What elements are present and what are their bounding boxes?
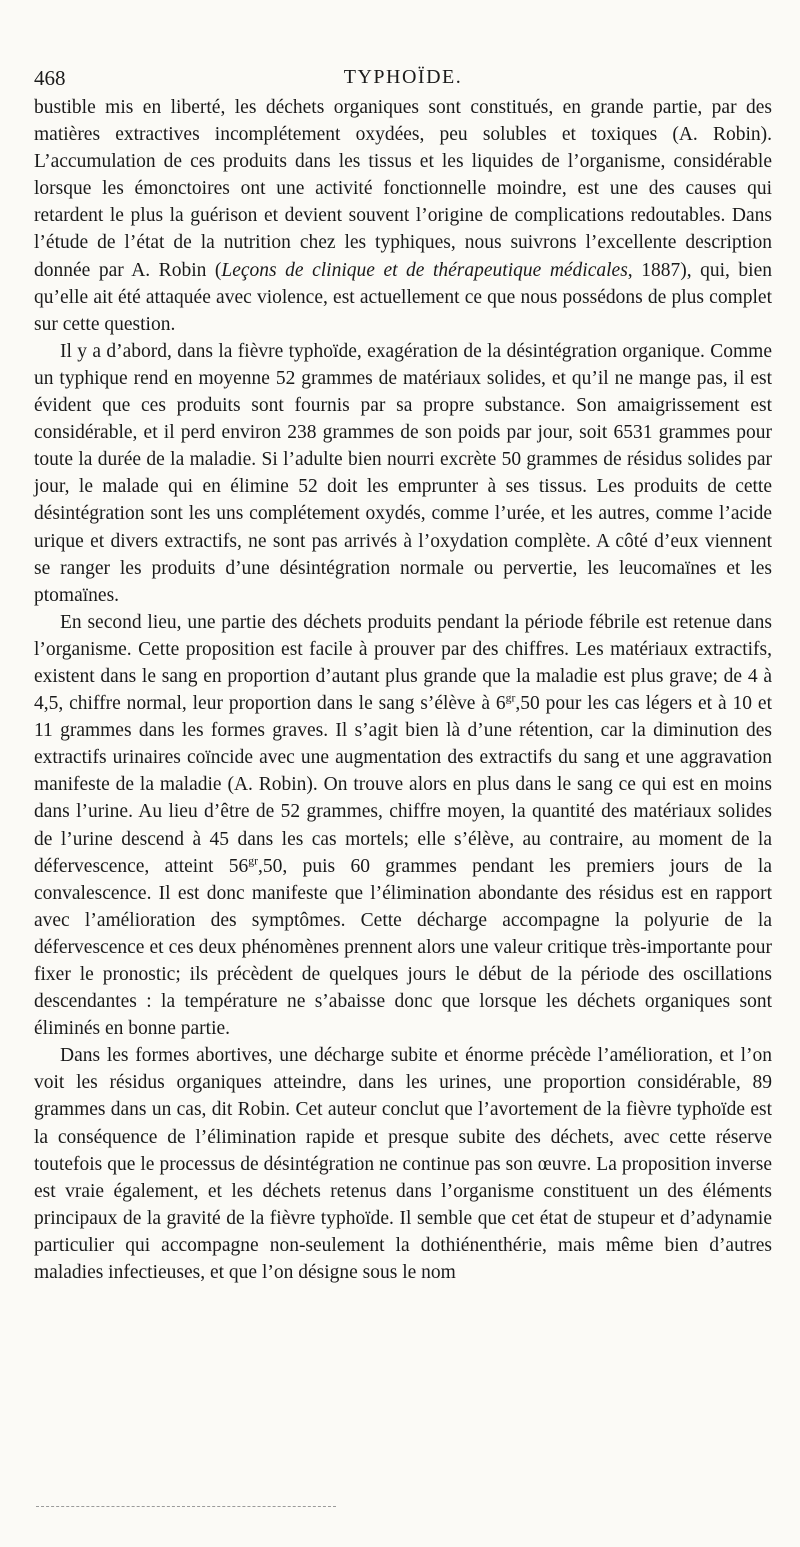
page-header [34,62,772,94]
book-page [34,62,772,1286]
footer-rule [36,1506,336,1507]
superscript-unit: gr [505,691,516,705]
paragraph [34,94,772,338]
paragraph [34,609,772,1043]
superscript-unit: gr [248,854,258,868]
page-number: 468 [34,66,66,90]
text-run: En second lieu, une partie des déchets produits pendant la période fébrile est retenue dans l’organisme. Cette proposition est facile à prouver par des chiffres. Les matériaux extractifs, existent dans le sang en proportion d’autant plus grande que la maladie est plus grave; de 4 à 4,5, chiffre normal, leur proportion dans le sang s’élève à 6 [34,611,772,715]
text-run: ,50 pour les cas légers et à 10 et 11 grammes dans les formes graves. Il s’agit bien là d’une rétention, car la diminution des extractifs urinaires coïncide avec une augmentation des extractifs du sang et une aggravation manifeste de la maladie (A. Robin). On trouve alors en plus dans le sang ce qui est en moins dans l’urine. Au lieu d’être de 52 grammes, chiffre moyen, la quantité des matériaux solides de l’urine descend à 45 dans les cas mortels; elle s’élève, au contraire, au moment de la défervescence, atteint 56 [34,693,772,877]
paragraph [34,1042,772,1286]
paragraph [34,338,772,609]
text-run: ,50, puis 60 grammes pendant les premiers jours de la convalescence. Il est donc manifeste que l’élimination abondante des résidus est en rapport avec l’amélioration des symptômes. Cette décharge accompagne la polyurie de la défervescence et ces deux phénomènes prennent alors une valeur critique très-importante pour fixer le pronostic; ils précèdent de quelques jours le début de la période des oscillations descendantes : la température ne s’abaisse donc que lorsque les déchets organiques sont éliminés en bonne partie. [34,855,772,1040]
text-run: Dans les formes abortives, une décharge subite et énorme précède l’amélioration, et l’on voit les résidus organiques atteindre, dans les urines, une proportion considérable, 89 grammes dans un cas, dit Robin. Cet auteur conclut que l’avortement de la fièvre typhoïde est la conséquence de l’élimination rapide et presque subite des déchets, avec cette réserve toutefois que le processus de désintégration ne continue pas son œuvre. La proposition inverse est vraie également, et les déchets retenus dans l’organisme constituent un des éléments principaux de la gravité de la fièvre typhoïde. Il semble que cet état de stupeur et d’adynamie particulier qui accompagne non-seulement la dothiénenthérie, mais même bien d’autres maladies infectieuses, et que l’on désigne sous le nom [34,1045,772,1284]
text-run: bustible mis en liberté, les déchets organiques sont constitués, en grande partie, par des matières extractives incomplétement oxydées, peu solubles et toxiques (A. Robin). L’accumulation de ces produits dans les tissus et les liquides de l’organisme, considérable lorsque les émonctoires ont une activité fonctionnelle moindre, est une des causes qui retardent le plus la guérison et devient souvent l’origine de complications redoutables. Dans l’étude de l’état de la nutrition chez les typhiques, nous suivrons l’excellente description donnée par A. Robin ( [34,97,772,281]
text-run: , 1887), qui, bien qu’elle ait été attaquée avec violence, est actuellement ce que nous possédons de plus complet sur cette question. [34,259,772,335]
text-run: Il y a d’abord, dans la fièvre typhoïde, exagération de la désintégration organique. Comme un typhique rend en moyenne 52 grammes de matériaux solides, et qu’il ne mange pas, il est évident que ces produits sont fournis par sa propre substance. Son amaigrissement est considérable, et il perd environ 238 grammes de son poids par jour, soit 6531 grammes pour toute la durée de la maladie. Si l’adulte bien nourri excrète 50 grammes de résidus solides par jour, le malade qui en élimine 52 doit les emprunter à ses tissus. Les produits de cette désintégration sont les uns complétement oxydés, comme l’urée, et les autres, comme l’acide urique et divers extractifs, ne sont pas arrivés à l’oxydation complète. A côté d’eux viennent se ranger les produits d’une désintégration normale ou pervertie, les leucomaïnes et les ptomaïnes. [34,340,772,606]
italic-title: Leçons de clinique et de thérapeutique médicales [221,259,628,281]
body-text [34,94,772,1286]
running-title: TYPHOÏDE. [343,66,463,88]
